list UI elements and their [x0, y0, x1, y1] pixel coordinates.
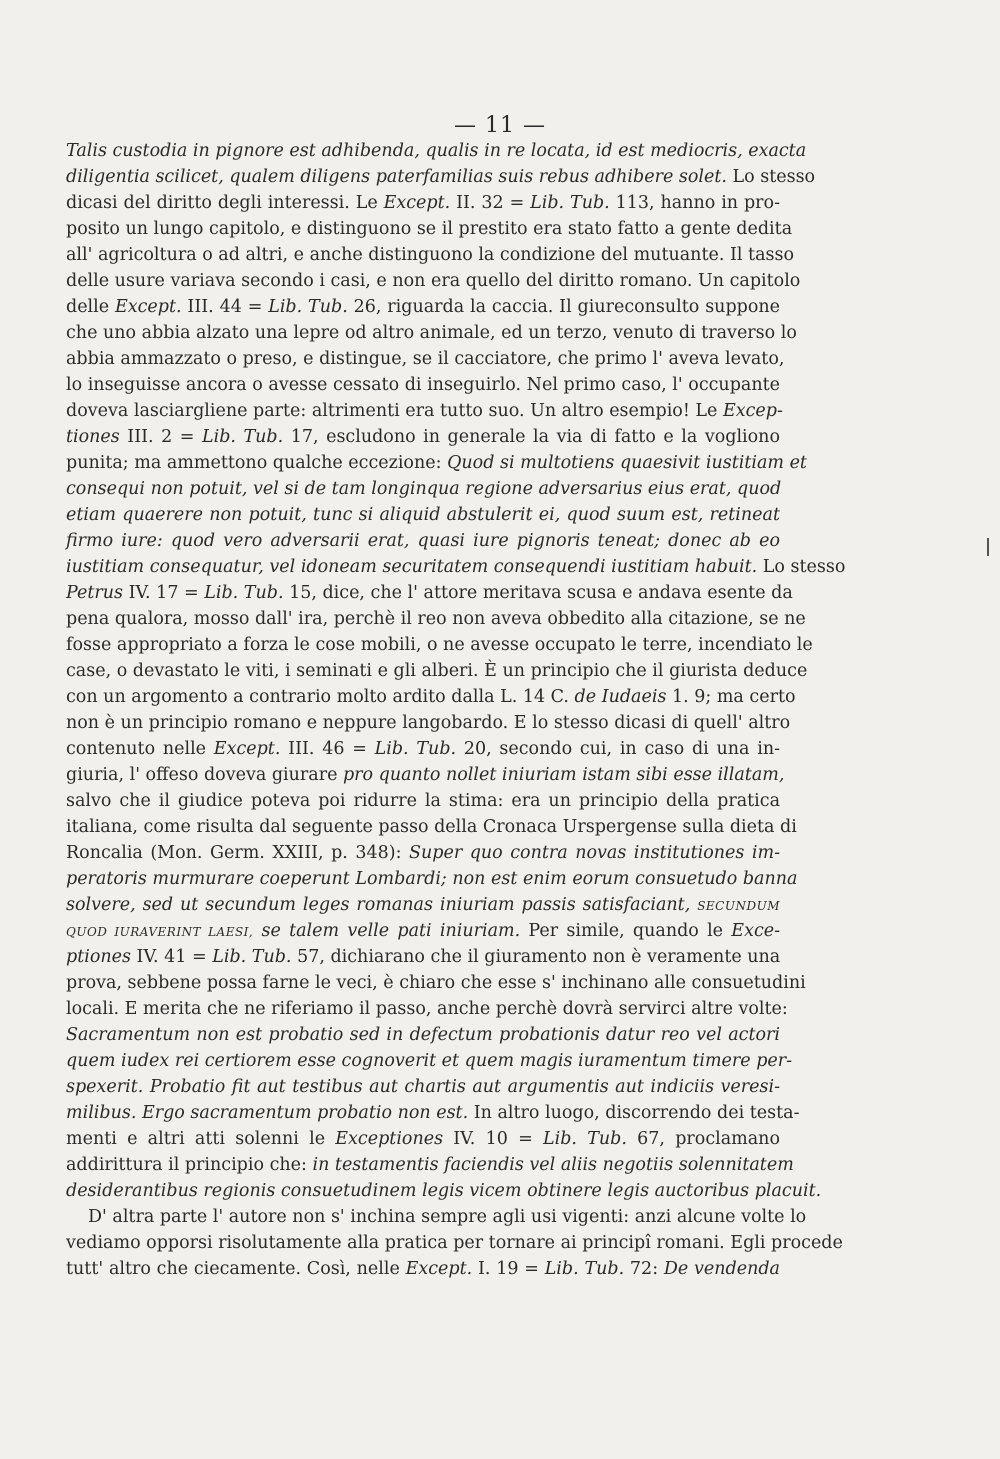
italic-text: Sacramentum non est probatio sed in defectum probationis datur reo vel actori — [66, 1025, 780, 1045]
text-segment: con un argomento a contrario molto ardito dalla L. 14 C. — [66, 687, 575, 707]
text-segment: Lo stesso — [757, 557, 846, 577]
text-line — [66, 970, 806, 996]
page-number: — 11 — — [454, 113, 546, 138]
text-segment: salvo che il giudice poteva poi ridurre la stima: era un principio della pratica — [66, 791, 780, 811]
text-segment: IV. 10 = — [443, 1129, 543, 1149]
italic-text: Lib. Tub. — [212, 947, 292, 967]
italic-text: Lib. Tub. — [201, 427, 284, 447]
text-segment: fosse appropriato a forza le cose mobili, o ne avesse occupato le terre, incendiato le — [66, 635, 813, 655]
text-line — [66, 398, 783, 424]
text-line — [66, 372, 780, 398]
italic-text: consequi non potuit, vel si de tam longinqua regione adversarius eius erat, quod — [66, 479, 782, 499]
italic-text: Talis custodia in pignore est adhibenda, qualis in re locata, id est mediocris, exacta — [66, 141, 807, 161]
italic-text: Except. — [213, 739, 281, 759]
text-line — [66, 1100, 800, 1126]
text-line — [66, 1230, 843, 1256]
text-line — [66, 606, 806, 632]
text-segment: In altro luogo, discorrendo dei testa- — [468, 1103, 800, 1123]
text-line — [66, 580, 793, 606]
text-segment: delle usure variava secondo i casi, e non era quello del diritto romano. Un capitolo — [66, 271, 801, 291]
italic-text: QUOD IURAVERINT LAESI, — [66, 925, 254, 939]
text-segment: 20, secondo cui, in caso di una in- — [456, 739, 781, 759]
text-line — [66, 632, 813, 658]
text-line — [66, 996, 788, 1022]
text-line — [66, 1074, 780, 1100]
text-line — [66, 346, 785, 372]
text-segment: Roncalia (Mon. Germ. XXIII, p. 348): — [66, 843, 410, 863]
text-segment: III. 46 = — [280, 739, 375, 759]
italic-text: Except. — [114, 297, 182, 317]
text-segment: locali. E merita che ne riferiamo il passo, anche perchè dovrà servirci altre volte: — [66, 999, 788, 1019]
italic-text: etiam quaerere non potuit, tunc si aliquid abstulerit ei, quod suum est, retineat — [66, 505, 780, 525]
text-segment: contenuto nelle — [66, 739, 214, 759]
text-segment: III. 2 = — [119, 427, 202, 447]
text-line — [66, 866, 798, 892]
text-segment: 17, escludono in generale la via di fatto e la vogliono — [283, 427, 780, 447]
italic-text: desiderantibus regionis consuetudinem legis vicem obtinere legis auctoribus placuit. — [66, 1181, 822, 1201]
text-segment: addirittura il principio che: — [66, 1155, 313, 1175]
text-line — [66, 710, 791, 736]
italic-text: quem iudex rei certiorem esse cognoverit et quem magis iuramentum timere per- — [66, 1051, 793, 1071]
text-segment: tutt' altro che ciecamente. Così, nelle — [66, 1259, 406, 1279]
italic-text: Exceptiones — [335, 1129, 444, 1149]
text-line — [66, 814, 797, 840]
text-segment: menti e altri atti solenni le — [66, 1129, 336, 1149]
text-segment: non è un principio romano e neppure langobardo. E lo stesso dicasi di quell' altro — [66, 713, 791, 733]
italic-text: Except. — [383, 193, 451, 213]
text-segment: lo inseguisse ancora o avesse cessato di inseguirlo. Nel primo caso, l' occupante — [66, 375, 780, 395]
text-line — [66, 164, 816, 190]
text-segment: delle — [66, 297, 115, 317]
text-segment: I. 19 = — [472, 1259, 545, 1279]
italic-text: pro quanto nollet iniuriam istam sibi esse illatam, — [342, 765, 785, 785]
text-segment: 1. 9; ma certo — [666, 687, 796, 707]
text-segment: II. 32 = — [450, 193, 531, 213]
text-line — [66, 424, 780, 450]
text-line — [66, 502, 780, 528]
text-line — [66, 476, 780, 502]
italic-text: Excep- — [722, 401, 783, 421]
italic-text: de Iudaeis — [574, 687, 667, 707]
text-line — [66, 762, 785, 788]
text-segment: dicasi del diritto degli interessi. Le — [66, 193, 384, 213]
italic-text: solvere, sed ut secundum leges romanas iniuriam passis satisfaciant, — [66, 895, 698, 915]
text-segment: 15, dice, che l' attore meritava scusa e andava esente da — [283, 583, 793, 603]
text-segment: Lo stesso — [726, 167, 816, 187]
text-segment: 72: — [624, 1259, 664, 1279]
text-line — [66, 528, 780, 554]
text-segment: pena qualora, mosso dall' ira, perchè il reo non aveva obbedito alla citazione, se ne — [66, 609, 806, 629]
text-segment: IV. 41 = — [130, 947, 213, 967]
text-line — [66, 294, 780, 320]
italic-text: Lib. Tub. — [542, 1129, 627, 1149]
text-segment: italiana, come risulta dal seguente passo della Cronaca Urspergense sulla dieta di — [66, 817, 797, 837]
text-body — [66, 138, 846, 1282]
text-line — [66, 320, 797, 346]
text-line — [66, 736, 780, 762]
italic-text: tiones — [66, 427, 120, 447]
italic-text: Lib. Tub. — [268, 297, 348, 317]
text-segment: 67, proclamano — [626, 1129, 780, 1149]
text-line — [66, 1152, 794, 1178]
italic-text: De vendenda — [663, 1259, 780, 1279]
italic-text: in testamentis faciendis vel aliis negotiis solennitatem — [312, 1155, 794, 1175]
margin-mark — [987, 538, 989, 556]
text-line — [66, 918, 780, 944]
text-segment: doveva lasciargliene parte: altrimenti era tutto suo. Un altro esempio! Le — [66, 401, 723, 421]
italic-text: diligentia scilicet, qualem diligens paterfamilias suis rebus adhibere solet. — [66, 167, 727, 187]
text-segment: 113, hanno in pro- — [609, 193, 780, 213]
text-segment: abbia ammazzato o preso, e distingue, se il cacciatore, che primo l' aveva levato, — [66, 349, 785, 369]
italic-text: iustitiam consequatur, vel idoneam securitatem consequendi iustitiam habuit. — [66, 557, 758, 577]
italic-text: spexerit. Probatio fit aut testibus aut chartis aut argumentis aut indiciis veresi- — [66, 1077, 780, 1097]
italic-text: Lib. Tub. — [530, 193, 610, 213]
text-line — [66, 242, 795, 268]
text-line — [66, 658, 808, 684]
text-segment: punita; ma ammettono qualche eccezione: — [66, 453, 448, 473]
text-segment: 26, riguarda la caccia. Il giureconsulto suppone — [347, 297, 781, 317]
italic-text: Exce- — [731, 921, 781, 941]
text-line — [66, 1022, 780, 1048]
italic-text: SECUNDUM — [697, 899, 780, 913]
italic-text: Petrus — [66, 583, 123, 603]
text-line — [66, 1204, 807, 1230]
text-segment: case, o devastato le viti, i seminati e gli alberi. È un principio che il giurista deduce — [66, 661, 808, 681]
italic-text: peratoris murmurare coeperunt Lombardi; non est enim eorum consuetudo banna — [66, 869, 798, 889]
text-segment: all' agricoltura o ad altri, e anche distinguono la condizione del mutuante. Il tasso — [66, 245, 795, 265]
text-segment: posito un lungo capitolo, e distinguono se il prestito era stato fatto a gente dedita — [66, 219, 793, 239]
text-line — [66, 1256, 780, 1282]
italic-text: Super quo contra novas institutiones im- — [409, 843, 780, 863]
text-line — [66, 1126, 780, 1152]
text-line — [66, 944, 780, 970]
text-line — [66, 216, 793, 242]
italic-text: firmo iure: quod vero adversarii erat, quasi iure pignoris teneat; donec ab eo — [66, 531, 780, 551]
text-segment: vediamo opporsi risolutamente alla pratica per tornare ai principî romani. Egli procede — [66, 1233, 843, 1253]
text-line — [66, 190, 780, 216]
italic-text: Lib. Tub. — [204, 583, 284, 603]
italic-text: Lib. Tub. — [374, 739, 457, 759]
text-line — [66, 268, 801, 294]
text-segment: D' altra parte l' autore non s' inchina sempre agli usi vigenti: anzi alcune volte lo — [88, 1207, 807, 1227]
text-segment: che uno abbia alzato una lepre od altro animale, ed un terzo, venuto di traverso lo — [66, 323, 797, 343]
text-segment: IV. 17 = — [123, 583, 205, 603]
text-segment: III. 44 = — [181, 297, 269, 317]
text-line — [66, 138, 807, 164]
text-segment: 57, dichiarano che il giuramento non è veramente una — [291, 947, 781, 967]
text-segment: prova, sebbene possa farne le veci, è chiaro che esse s' inchinano alle consuetudini — [66, 973, 806, 993]
text-line — [66, 554, 846, 580]
italic-text: milibus. Ergo sacramentum probatio non est. — [66, 1103, 469, 1123]
text-line — [66, 450, 807, 476]
text-line — [66, 1178, 822, 1204]
text-line — [66, 892, 780, 918]
text-line — [66, 840, 780, 866]
italic-text: se talem velle pati iniuriam. — [253, 921, 521, 941]
text-segment: Per simile, quando le — [520, 921, 732, 941]
italic-text: Except. — [405, 1259, 473, 1279]
text-line — [66, 1048, 793, 1074]
text-line — [66, 684, 796, 710]
italic-text: Quod si multotiens quaesivit iustitiam et — [447, 453, 807, 473]
text-segment: giuria, l' offeso doveva giurare — [66, 765, 343, 785]
text-line — [66, 788, 780, 814]
italic-text: Lib. Tub. — [544, 1259, 625, 1279]
italic-text: ptiones — [66, 947, 131, 967]
